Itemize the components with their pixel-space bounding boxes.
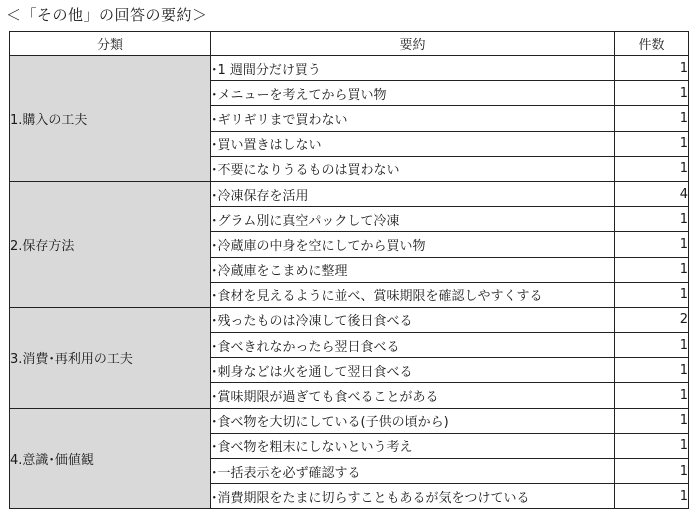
category-cell: 2.保存方法 (10, 181, 211, 307)
count-cell: 1 (615, 131, 689, 156)
summary-cell: ･刺身などは火を通して翌日食べる (211, 358, 615, 383)
count-cell: 1 (615, 232, 689, 257)
header-category: 分類 (10, 32, 211, 56)
count-cell: 1 (615, 106, 689, 131)
count-cell: 1 (615, 56, 689, 81)
summary-table (9, 31, 689, 509)
summary-cell: ･不要になりうるものは買わない (211, 156, 615, 181)
count-cell: 1 (615, 207, 689, 232)
header-row (10, 32, 689, 56)
summary-cell: ･残ったものは冷凍して後日食べる (211, 307, 615, 332)
count-cell: 1 (615, 333, 689, 358)
table-row (10, 56, 689, 81)
summary-cell: ･冷蔵庫の中身を空にしてから買い物 (211, 232, 615, 257)
summary-cell: ･買い置きはしない (211, 131, 615, 156)
count-cell: 4 (615, 181, 689, 206)
count-cell: 1 (615, 358, 689, 383)
summary-cell: ･グラム別に真空パックして冷凍 (211, 207, 615, 232)
header-count: 件数 (615, 32, 689, 56)
category-cell: 1.購入の工夫 (10, 56, 211, 182)
count-cell: 1 (615, 484, 689, 509)
summary-cell: ･一括表示を必ず確認する (211, 459, 615, 484)
summary-cell: ･冷蔵庫をこまめに整理 (211, 257, 615, 282)
count-cell: 1 (615, 282, 689, 307)
category-cell: 3.消費･再利用の工夫 (10, 307, 211, 408)
header-summary: 要約 (211, 32, 615, 56)
summary-cell: ･ギリギリまで買わない (211, 106, 615, 131)
summary-cell: ･冷凍保存を活用 (211, 181, 615, 206)
table-row (10, 408, 689, 433)
count-cell: 1 (615, 408, 689, 433)
table-caption: ＜「その他」の回答の要約＞ (6, 6, 208, 24)
count-cell: 1 (615, 383, 689, 408)
summary-cell: ･賞味期限が過ぎても食べることがある (211, 383, 615, 408)
count-cell: 1 (615, 459, 689, 484)
summary-cell: ･メニューを考えてから買い物 (211, 81, 615, 106)
category-cell: 4.意識･価値観 (10, 408, 211, 509)
summary-cell: ･食べきれなかったら翌日食べる (211, 333, 615, 358)
summary-cell: ･食べ物を大切にしている(子供の頃から) (211, 408, 615, 433)
summary-cell: ･食べ物を粗末にしないという考え (211, 433, 615, 458)
count-cell: 2 (615, 307, 689, 332)
count-cell: 1 (615, 156, 689, 181)
table-row (10, 181, 689, 206)
table-row (10, 307, 689, 332)
count-cell: 1 (615, 433, 689, 458)
summary-cell: ･食材を見えるように並べ、賞味期限を確認しやすくする (211, 282, 615, 307)
count-cell: 1 (615, 81, 689, 106)
summary-cell: ･1 週間分だけ買う (211, 56, 615, 81)
summary-cell: ･消費期限をたまに切らすこともあるが気をつけている (211, 484, 615, 509)
count-cell: 1 (615, 257, 689, 282)
